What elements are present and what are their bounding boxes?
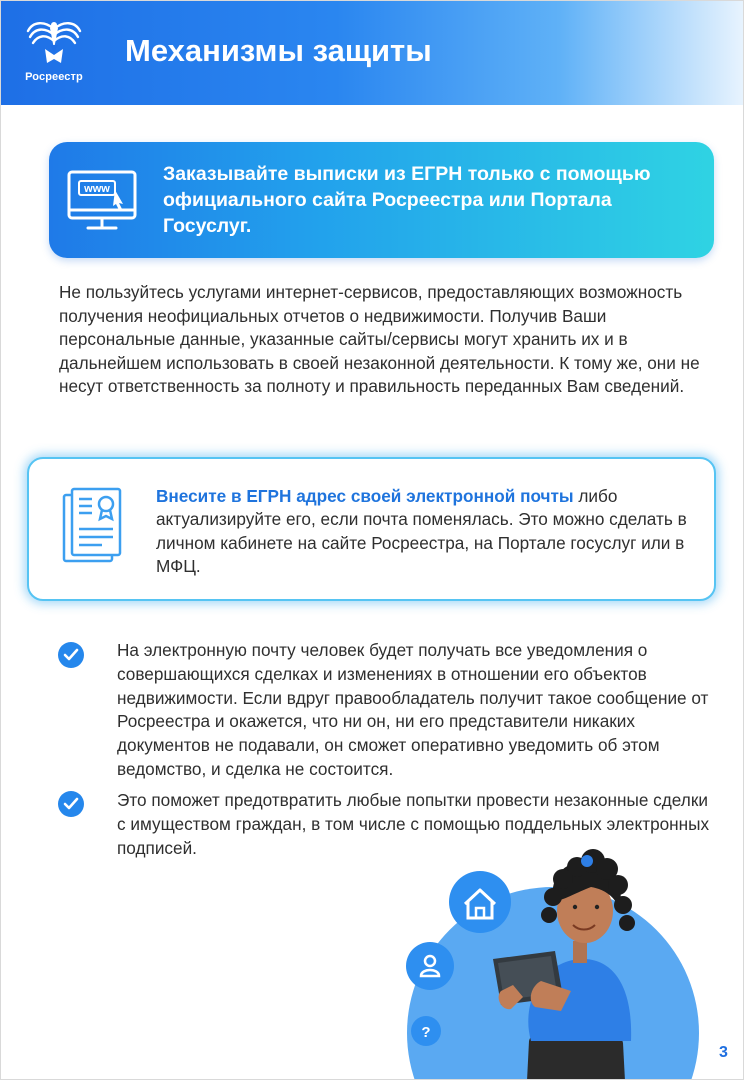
user-bubble-icon [406,942,454,990]
logo-text: Росреестр [25,71,83,83]
woman-with-tablet-illustration [1,1,744,1080]
list-item: На электронную почту человек будет получать все уведомления о совершающихся сделках и изменениях в отношении его объектов недвижимости. Если вдруг правообладатель получит такое сообщение от Росреестра и окажется, что ни он, ни его представители никаких документов не подавали, он сможет оперативно уведомить об этом ведомство, и сделка не состоится. [117,640,709,779]
card-highlight: Внесите в ЕГРН адрес своей электронной почты [156,486,574,506]
question-bubble-icon [411,1016,441,1046]
page-title: Механизмы защиты [125,33,432,68]
page-number: 3 [719,1044,728,1061]
svg-text:?: ? [421,1024,431,1041]
www-label: www [84,183,110,195]
list-item: Это поможет предотвратить любые попытки провести незаконные сделки с имуществом граждан, в том числе с помощью поддельных электронных подписей. [117,790,710,858]
home-bubble-icon [449,871,511,933]
banner-text: Заказывайте выписки из ЕГРН только с помощью официального сайта Росреестра или Портала Госуслуг. [163,163,651,237]
warning-paragraph: Не пользуйтесь услугами интернет-сервисов, предоставляющих возможность получения неофициальных отчетов о недвижимости. Получив Ваши персональные данные, указанные сайты/сервисы могут хранить их и в дальнейшем использовать в своей незаконной деятельности. К тому же, они не несут ответственность за полноту и правильность переданных Вам сведений. [59,282,700,397]
card-body: либо актуализируйте его, если почта поменялась. Это можно сделать в личном кабинете на сайте Росреестра, на Портале госуслуг или в МФЦ. [156,486,687,577]
